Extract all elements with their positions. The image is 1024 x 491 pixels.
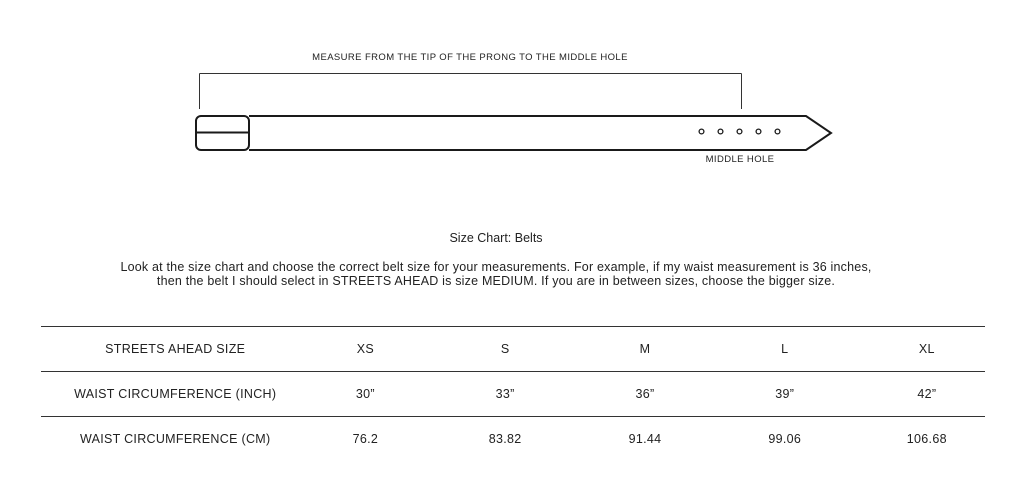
row-label: WAIST CIRCUMFERENCE (CM) (79, 432, 271, 446)
table-cell: XS (356, 342, 374, 356)
table-cell: M (639, 342, 651, 356)
belt-hole (775, 129, 780, 134)
table-cell: 106.68 (906, 432, 947, 446)
row-label: WAIST CIRCUMFERENCE (INCH) (74, 387, 277, 401)
table-cell: 76.2 (352, 432, 379, 446)
belt-diagram (0, 0, 1024, 200)
table-cell: 30” (355, 387, 375, 401)
measurement-bracket (200, 74, 742, 110)
table-cell: 83.82 (488, 432, 522, 446)
table-row-inch (41, 372, 985, 417)
table-cell: 99.06 (768, 432, 802, 446)
belt-hole (699, 129, 704, 134)
belt-hole (756, 129, 761, 134)
table-cell: 39” (775, 387, 795, 401)
size-chart-intro (60, 260, 932, 288)
table-cell: XL (918, 342, 935, 356)
size-chart-title: Size Chart: Belts (449, 231, 543, 245)
table-row-size (41, 327, 985, 372)
table-cell: L (781, 342, 789, 356)
middle-hole-label: MIDDLE HOLE (705, 154, 775, 165)
belt-illustration (0, 0, 1024, 200)
table-cell: 91.44 (628, 432, 662, 446)
belt-holes (699, 129, 780, 134)
size-table (41, 326, 985, 461)
intro-line-2: then the belt I should select in STREETS AHEAD is size MEDIUM. If you are in between sizes, choose the bigger size. (156, 274, 836, 288)
table-cell: 36” (635, 387, 655, 401)
measure-instruction-label: MEASURE FROM THE TIP OF THE PRONG TO THE MIDDLE HOLE (312, 52, 628, 63)
belt-buckle (196, 116, 249, 150)
belt-hole (718, 129, 723, 134)
table-cell: 42” (917, 387, 937, 401)
table-cell: 33” (495, 387, 515, 401)
row-label: STREETS AHEAD SIZE (105, 342, 246, 356)
table-row-cm (41, 417, 985, 462)
table-cell: S (500, 342, 510, 356)
intro-line-1: Look at the size chart and choose the correct belt size for your measurements. For example, if my waist measurement is 36 inches, (120, 260, 872, 274)
belt-hole (737, 129, 742, 134)
belt-strap (249, 116, 831, 150)
